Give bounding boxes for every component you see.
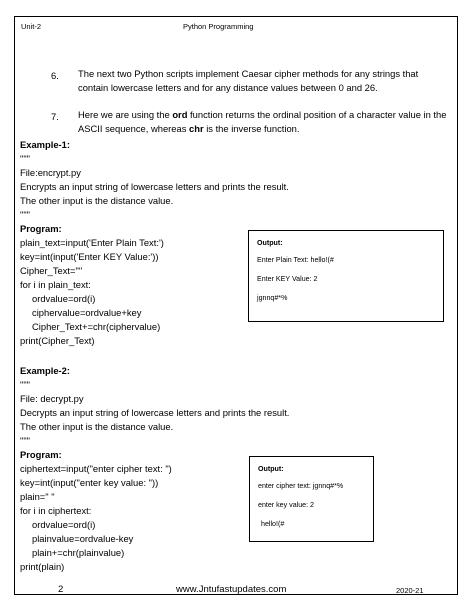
program-heading: Program:	[20, 223, 62, 234]
code-line: plain=" "	[20, 491, 55, 502]
code-line: ciphervalue=ordvalue+key	[32, 307, 142, 318]
item-number: 7.	[51, 111, 59, 122]
program-heading: Program:	[20, 449, 62, 460]
output-line: Enter Plain Text: hello!(#	[257, 256, 334, 264]
docstring-quote: """	[20, 209, 30, 220]
example-heading: Example-2:	[20, 365, 71, 376]
code-line: plain_text=input('Enter Plain Text:')	[20, 237, 164, 248]
item-number: 6.	[51, 70, 59, 81]
code-line: ordvalue=ord(i)	[32, 293, 96, 304]
doc-line: Encrypts an input string of lowercase letters and prints the result.	[20, 181, 289, 192]
code-line: plainvalue=ordvalue-key	[32, 533, 134, 544]
doc-line: Decrypts an input string of lowercase letters and prints the result.	[20, 407, 290, 418]
output-line: Enter KEY Value: 2	[257, 275, 318, 283]
page-number: 2	[58, 584, 64, 595]
footer-website[interactable]: www.Jntufastupdates.com	[176, 584, 287, 595]
docstring-quote: """	[20, 153, 30, 164]
doc-line: File:encrypt.py	[20, 167, 81, 178]
footer-year: 2020-21	[396, 586, 424, 595]
code-line: plain+=chr(plainvalue)	[32, 547, 125, 558]
output-title: Output:	[258, 465, 284, 473]
output-line: hello!(#	[261, 520, 285, 528]
output-title: Output:	[257, 239, 283, 247]
code-line: Cipher_Text=""	[20, 265, 83, 276]
code-line: Cipher_Text+=chr(ciphervalue)	[32, 321, 161, 332]
code-line: for i in ciphertext:	[20, 505, 92, 516]
code-line: print(Cipher_Text)	[20, 335, 95, 346]
output-box	[249, 456, 374, 542]
code-line: ordvalue=ord(i)	[32, 519, 96, 530]
doc-line: File: decrypt.py	[20, 393, 84, 404]
code-line: key=int(input('Enter KEY Value:'))	[20, 251, 159, 262]
code-line: for i in plain_text:	[20, 279, 91, 290]
docstring-quote: """	[20, 379, 30, 390]
output-box	[248, 230, 444, 322]
docstring-quote: """	[20, 435, 30, 446]
code-line: ciphertext=input("enter cipher text: ")	[20, 463, 172, 474]
doc-line: The other input is the distance value.	[20, 195, 174, 206]
doc-line: The other input is the distance value.	[20, 421, 174, 432]
item-text: The next two Python scripts implement Caesar cipher methods for any strings that contain lowercase letters and for any distance values between 0 and 26.	[78, 68, 419, 93]
output-line: enter key value: 2	[258, 501, 314, 509]
output-line: enter cipher text: jgnnq#*%	[258, 482, 344, 490]
output-line: jgnnq#*%	[257, 294, 288, 302]
item-text: Here we are using the ord function returns the ordinal position of a character value in the ASCII sequence, whereas chr is the inverse function.	[78, 109, 447, 134]
example-heading: Example-1:	[20, 139, 71, 150]
code-line: print(plain)	[20, 561, 65, 572]
code-line: key=int(input("enter key value: "))	[20, 477, 159, 488]
unit-label: Unit-2	[21, 22, 42, 31]
subject-title: Python Programming	[183, 22, 254, 31]
